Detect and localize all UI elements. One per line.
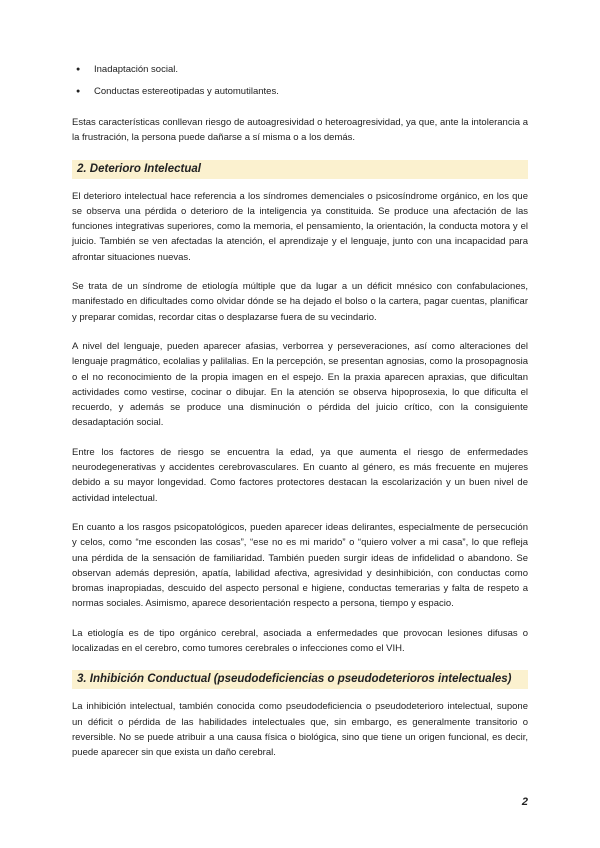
page-number: 2 <box>521 796 528 808</box>
bullet-item: ● Inadaptación social. <box>72 62 528 84</box>
paragraph: El deterioro intelectual hace referencia a los síndromes demenciales o psicosíndrome orgánico, en los que se observa una pérdida o deterioro de la inteligencia ya constituida. Se produce una afectación de las funciones integrativas superiores, como la memoria, el pensamiento, la orientación, la conducta motora y el juicio. También se ven afectadas la atención, el aprendizaje y el lenguaje, junto con una incapacidad para afrontar situaciones nuevas. <box>72 190 528 263</box>
section-heading-inhibicion: 3. Inhibición Conductual (pseudodeficiencias o pseudodeterioros intelectuales) <box>72 670 528 689</box>
paragraph: La inhibición intelectual, también conocida como pseudodeficiencia o pseudodeterioro intelectual, supone un déficit o pérdida de las habilidades intelectuales que, sin embargo, es generalmente transitorio o reversible. No se puede atribuir a una causa física o biológica, sino que tiene un origen funcional, es decir, puede aparecer sin que exista un daño cerebral. <box>72 701 528 759</box>
document-page <box>72 62 528 775</box>
bullet-item: ● Conductas estereotipadas y automutilantes. <box>72 84 528 106</box>
paragraph: En cuanto a los rasgos psicopatológicos, pueden aparecer ideas delirantes, especialmente de persecución y celos, como “me esconden las cosas”, “ese no es mi marido” o “quiero volver a mi casa”, lo que refleja una pérdida de la sensación de familiaridad. También pueden surgir ideas de infidelidad o abandono. Se observan además depresión, apatía, labilidad afectiva, agresividad y desinhibición, con conductas como bromas inapropiadas, descuido del aspecto personal e higiene, conductas temerarias y falta de respeto a normas sociales. Asimismo, aparece desorientación respecto a persona, tiempo y espacio. <box>72 521 528 610</box>
paragraph: La etiología es de tipo orgánico cerebral, asociada a enfermedades que provocan lesiones difusas o localizadas en el cerebro, como tumores cerebrales o infecciones como el VIH. <box>72 627 528 655</box>
intro-paragraph: Estas características conllevan riesgo de autoagresividad o heteroagresividad, ya que, ante la intolerancia a la frustración, la persona puede dañarse a sí misma o a los demás. <box>72 117 528 144</box>
bullet-list <box>72 62 528 106</box>
paragraph: A nivel del lenguaje, pueden aparecer afasias, verborrea y perseveraciones, así como alteraciones del lenguaje pragmático, ecolalias y palilalias. En la percepción, se presentan agnosias, como la prosopagnosia o el no reconocimiento de la propia imagen en el espejo. En la praxia aparecen apraxias, que dificultan actividades como vestirse, cocinar o dibujar. En la atención se observa hipoprosexia, lo que dificulta el recuerdo, y además se produce una disminución o pérdida del juicio crítico, con la consiguiente desadaptación social. <box>72 340 528 429</box>
paragraph: Se trata de un síndrome de etiología múltiple que da lugar a un déficit mnésico con confabulaciones, manifestado en dificultades como olvidar dónde se ha dejado el bolso o la cartera, pagar cuentas, planificar y preparar comidas, recordar citas o desplazarse fuera de su vecindario. <box>72 281 528 323</box>
section-heading-deterioro: 2. Deterioro Intelectual <box>72 160 528 179</box>
paragraph: Entre los factores de riesgo se encuentra la edad, ya que aumenta el riesgo de enfermedades neurodegenerativas y accidentes cerebrovasculares. En cuanto al género, es más frecuente en mujeres debido a su mayor longevidad. Como factores protectores destacan la escolarización y un buen nivel de actividad intelectual. <box>72 446 528 504</box>
